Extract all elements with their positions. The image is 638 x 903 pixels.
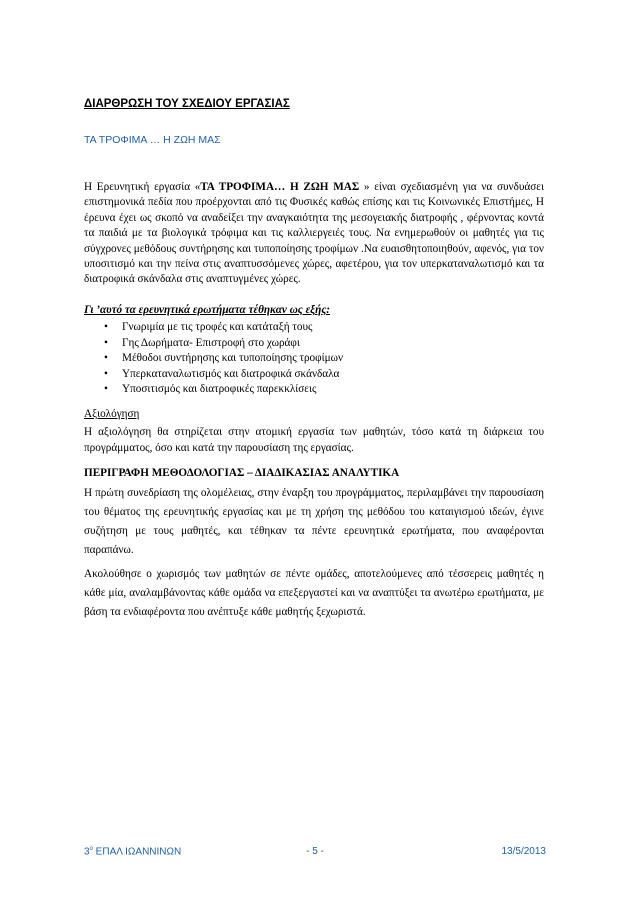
- list-item: [84, 367, 343, 383]
- list-item: [84, 320, 343, 336]
- questions-list: [84, 320, 343, 398]
- list-item-text: Γνωριμία με τις τροφές και κατάταξή τους: [122, 321, 313, 333]
- groups-paragraph: Ακολούθησε ο χωρισμός των μαθητών σε πέντε ομάδες, αποτελούμενες από τέσσερεις μαθητές η κάθε μία, αναλαμβάνοντας κάθε ομάδα να επεξεργαστεί και να αναπτύξει τα ανωτέρω ερωτήματα, με βάση τα ενδιαφέροντα που ανέπτυξε κάθε μαθητής ξεχωριστά.: [84, 568, 544, 618]
- bullet-icon: •: [104, 352, 108, 365]
- list-item-text: Υποσιτισμός και διατροφικές παρεκκλίσεις: [122, 383, 317, 396]
- list-item: [84, 351, 343, 367]
- intro-paragraph: [84, 180, 544, 288]
- bullet-icon: •: [104, 336, 108, 349]
- bullet-icon: •: [104, 383, 108, 396]
- methodology-paragraph: Η πρώτη συνεδρίαση της ολομέλειας, στην έναρξη του προγράμματος, περιλαμβάνει την παρουσίαση του θέματος της ερευνητικής εργασίας και με τη χρήση της μεθόδου του καταιγισμού ιδεών, έγινε συζήτηση με τους μαθητές, και τέθηκαν τα πέντε ερευνητικά ερωτήματα, που αναφέρονται παραπάνω.: [84, 487, 544, 556]
- document-title: ΔΙΑΡΘΡΩΣΗ ΤΟΥ ΣΧΕΔΙΟΥ ΕΡΓΑΣΙΑΣ: [84, 98, 290, 110]
- page-footer: [84, 846, 546, 860]
- footer-page-number: - 5 -: [306, 846, 324, 857]
- intro-text-start: Η Ερευνητική εργασία «: [84, 181, 201, 193]
- footer-school-number: 3: [84, 846, 90, 858]
- methodology-heading: ΠΕΡΙΓΡΑΦΗ ΜΕΘΟΔΟΛΟΓΙΑΣ – ΔΙΑΔΙΚΑΣΙΑΣ ΑΝΑΛΥΤΙΚΑ: [84, 467, 400, 479]
- intro-project-name: ΤΑ ΤΡΟΦΙΜΑ… Η ΖΩΗ ΜΑΣ: [200, 181, 360, 193]
- list-item-text: Υπερκαταναλωτισμός και διατροφικά σκάνδαλα: [122, 367, 340, 380]
- footer-date: 13/5/2013: [501, 846, 546, 857]
- footer-school-ordinal: ο: [89, 846, 93, 852]
- project-subtitle: ΤΑ ΤΡΟΦΙΜΑ … Η ΖΩΗ ΜΑΣ: [84, 134, 221, 146]
- intro-text-rest: » είναι σχεδιασμένη για να συνδυάσει επιστημονικά πεδία που προέρχονται από τις Φυσικές καθώς επίσης και τις Κοινωνικές Επιστήμες, Η έρευνα έχει ως σκοπό να αναδείξει την αναγκαιότητα της μεσογειακής διατροφής , φέρνοντας κοντά τα παιδιά με τα βιολογικά τρόφιμα και τις καλλιεργειές τους. Να ενημερωθούν οι μαθητές για τις σύγχρονες μεθόδους συντήρησης και τυποποίησης τροφίμων .Να ευαισθητοποιηθούν, αφενός, για τον υποσιτισμό και την πείνα στις αναπτυσσόμενες χώρες, αφετέρου, για τον υπερκαταναλωτισμό και τα διατροφικά σκάνδαλα στις αναπτυγμένες χώρες.: [84, 181, 544, 286]
- bullet-icon: •: [104, 321, 108, 333]
- evaluation-paragraph: Η αξιολόγηση θα στηρίζεται στην ατομική εργασία των μαθητών, τόσο κατά τη διάρκεια του προγράμματος, όσο και κατά την παρουσίαση της εργασίας.: [84, 426, 544, 455]
- list-item-text: Μέθοδοι συντήρησης και τυποποίησης τροφίμων: [122, 352, 344, 365]
- list-item: [84, 382, 343, 398]
- questions-heading: Γι ’αυτό τα ερευνητικά ερωτήματα τέθηκαν ως εξής:: [84, 304, 331, 316]
- footer-school-name: ΕΠΑΛ ΙΩΑΝΝΙΝΩΝ: [92, 846, 182, 858]
- list-item: [84, 336, 343, 352]
- evaluation-heading: Αξιολόγηση: [84, 408, 140, 420]
- bullet-icon: •: [104, 367, 108, 380]
- list-item-text: Γης Δωρήματα- Επιστροφή στο χωράφι: [122, 336, 300, 349]
